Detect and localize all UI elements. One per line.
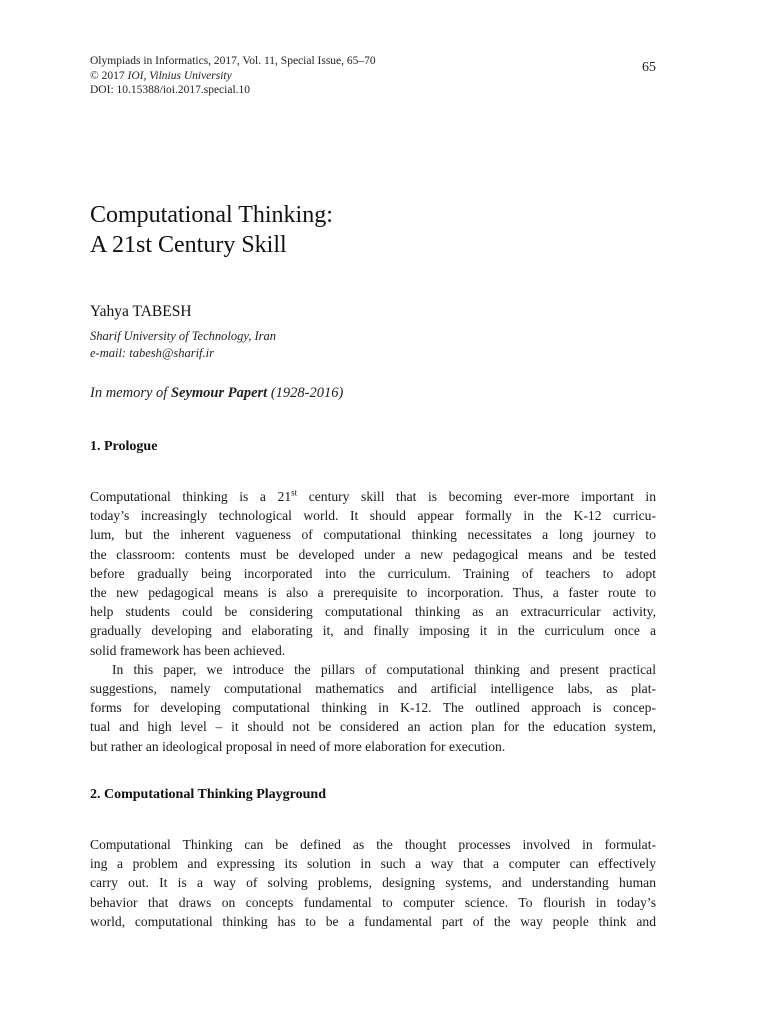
paper-title-line-1: Computational Thinking: [90,202,333,228]
paper-title-line-2: A 21st Century Skill [90,232,287,258]
text-fragment: century skill that is becoming ever-more important in [297,489,656,504]
dedication-prefix: In memory of [90,385,171,401]
paragraph-line: the new pedagogical means is also a prerequisite to incorporation. Thus, a faster route to [90,585,656,601]
journal-citation: Olympiads in Informatics, 2017, Vol. 11, Special Issue, 65–70 [90,55,376,67]
playground-paragraph-1 [90,835,656,931]
paragraph-line: world, computational thinking has to be a fundamental part of the way people think and [90,913,656,929]
dedication-years: (1928-2016) [267,385,344,401]
dedication [90,385,343,402]
copyright-year: 2017 [98,69,128,82]
copyright-holder: IOI, Vilnius University [127,69,232,82]
paragraph-line: solid framework has been achieved. [90,642,286,658]
dedication-name: Seymour Papert [170,385,268,401]
journal-header [90,54,376,98]
paragraph-line: forms for developing computational thinking in K-12. The outlined approach is concep- [90,700,656,716]
paragraph-line: gradually developing and elaborating it, and finally imposing it in the curriculum once a [90,623,656,639]
paragraph-line: tual and high level – it should not be considered an action plan for the education system, [90,719,656,735]
paragraph-line: lum, but the inherent vagueness of computational thinking necessitates a long journey to [90,527,656,543]
paragraph-line: In this paper, we introduce the pillars of computational thinking and present practical [112,661,656,677]
paragraph-line: behavior that draws on concepts fundamental to computer science. To flourish in today’s [90,894,656,910]
superscript: st [291,487,298,498]
section-heading-prologue: 1. Prologue [90,439,158,454]
paragraph-line: before gradually being incorporated into the curriculum. Training of teachers to adopt [90,565,656,581]
prologue-paragraph-1 [90,487,656,756]
author-affiliation-block [90,328,276,361]
paragraph-line: but rather an ideological proposal in need of more elaboration for execution. [90,738,506,754]
text-fragment: Computational thinking is a 21 [90,489,292,504]
copyright-symbol: © [90,69,99,82]
paper-title [90,200,333,260]
paragraph-line: the classroom: contents must be developed under a new pedagogical means and be tested [90,546,656,562]
author-name: Yahya TABESH [90,303,192,320]
paragraph-line: suggestions, namely computational mathematics and artificial intelligence labs, as plat- [90,681,656,697]
copyright-line [90,69,376,84]
paragraph-line: ing a problem and expressing its solution in such a way that a computer can effectively [90,856,656,872]
paragraph-line [90,487,656,506]
paragraph-line: today’s increasingly technological world. It should appear formally in the K-12 curricu- [90,508,656,524]
paragraph-line: Computational Thinking can be defined as the thought processes involved in formulat- [90,837,656,852]
page-number: 65 [642,60,656,75]
paragraph-line: help students could be considering computational thinking as an extracurricular activity, [90,604,656,620]
paragraph-line: carry out. It is a way of solving problems, designing systems, and understanding human [90,875,656,891]
doi: DOI: 10.15388/ioi.2017.special.10 [90,84,251,96]
section-heading-playground: 2. Computational Thinking Playground [90,787,327,802]
author-email: e-mail: tabesh@sharif.ir [90,345,214,360]
author-affiliation: Sharif University of Technology, Iran [90,329,276,343]
